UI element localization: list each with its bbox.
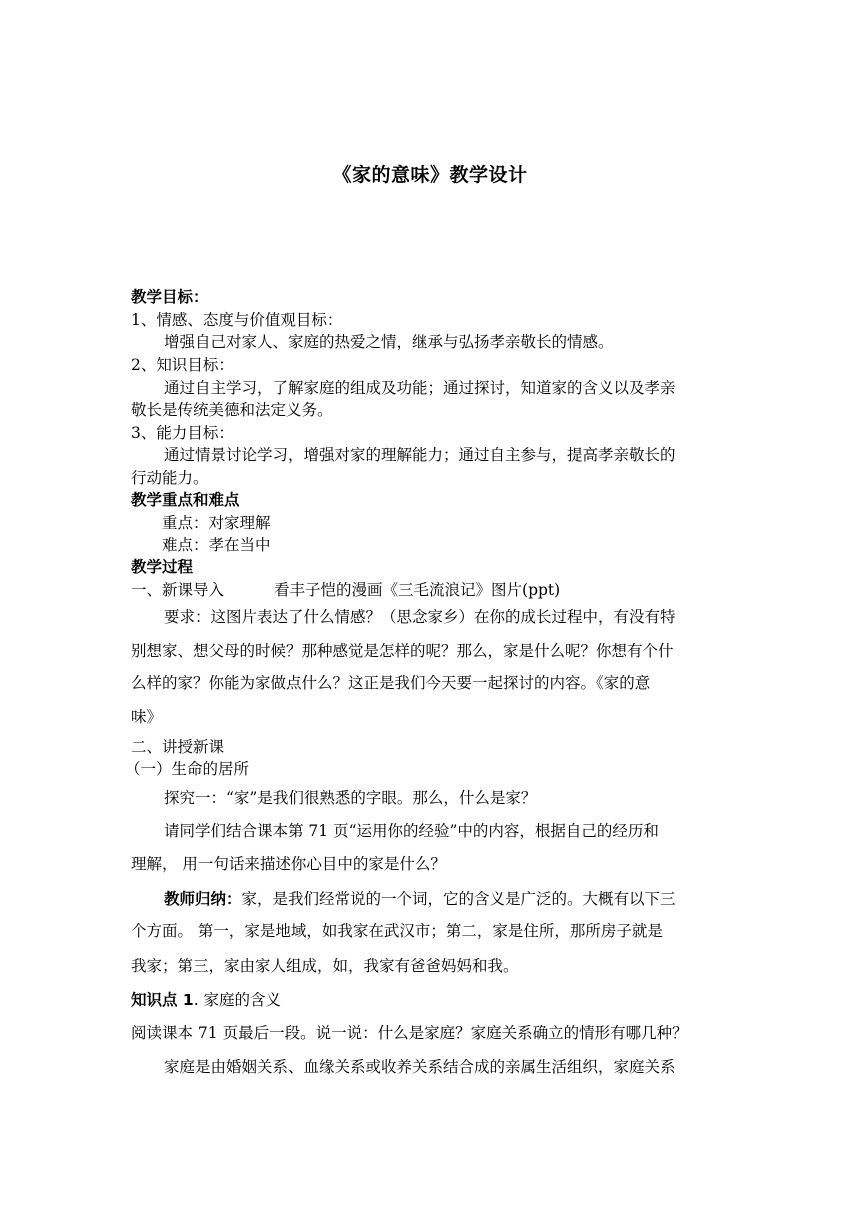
goal-2-label: 2、知识目标： [131,356,234,374]
explore-question-1: 探究一：“家”是我们很熟悉的字眼。那么，什么是家？ [164,789,537,807]
knowledge-point-label: 知识点 1 [131,991,194,1009]
teacher-summary-text1: 家，是我们经常说的一个词，它的含义是广泛的。大概有以下三 [241,890,676,908]
knowledge-point-1 [131,989,731,1011]
heading-process: 教学过程 [131,558,194,576]
intro-text: 看丰子恺的漫画《三毛流浪记》图片(ppt) [274,581,561,599]
document-title: 《家的意味》教学设计 [332,164,528,186]
knowledge-point-text: . 家庭的含义 [193,991,282,1009]
key-point: 重点：对家理解 [162,514,271,532]
teacher-summary-line2: 个方面。 第一，家是地域，如我家在武汉市；第二，家是住所，那所房子就是 [131,922,663,940]
requirement-line1: 要求：这图片表达了什么情感？（思念家乡）在你的成长过程中，有没有特 [164,608,676,626]
ask-line1: 请同学们结合课本第 71 页“运用你的经验”中的内容，根据自己的经历和 [164,822,659,840]
goal-3-text-line1: 通过情景讨论学习，增强对家的理解能力；通过自主参与，提高孝亲敬长的 [164,446,676,464]
goal-1-label: 1、情感、态度与价值观目标： [131,311,343,329]
ask-line2: 理解， 用一句话来描述你心目中的家是什么？ [131,855,446,873]
requirement-line4: 味》 [131,708,163,726]
reading-instruction: 阅读课本 71 页最后一段。说一说：什么是家庭？家庭关系确立的情形有哪几种？ [131,1024,688,1042]
goal-2-text-line1: 通过自主学习，了解家庭的组成及功能；通过探讨，知道家的含义以及孝亲 [164,379,676,397]
requirement-line2: 别想家、想父母的时候？那种感觉是怎样的呢？那么，家是什么呢？你想有个什 [131,642,674,660]
heading-key-points: 教学重点和难点 [131,491,240,509]
teacher-summary-line3: 我家；第三，家由家人组成，如，我家有爸爸妈妈和我。 [131,957,519,975]
goal-1-text: 增强自己对家人、家庭的热爱之情，继承与弘扬孝亲敬长的情感。 [164,333,614,351]
subsection-1-heading: （一）生命的居所 [125,760,250,778]
goal-2-text-line2: 敬长是传统美德和法定义务。 [131,401,333,419]
goal-3-text-line2: 行动能力。 [131,469,209,487]
intro-line [131,579,731,601]
goal-3-label: 3、能力目标： [131,424,234,442]
intro-label: 一、新课导入 [131,581,225,599]
section-2-heading: 二、讲授新课 [131,738,225,756]
heading-teaching-goals: 教学目标： [131,288,209,306]
family-definition-line1: 家庭是由婚姻关系、血缘关系或收养关系结合成的亲属生活组织，家庭关系 [164,1058,676,1076]
difficulty-point: 难点：孝在当中 [162,536,271,554]
teacher-summary-line1 [164,888,764,910]
requirement-line3: 么样的家？你能为家做点什么？这正是我们今天要一起探讨的内容。《家的意 [131,674,651,692]
teacher-summary-label: 教师归纳： [164,890,242,908]
